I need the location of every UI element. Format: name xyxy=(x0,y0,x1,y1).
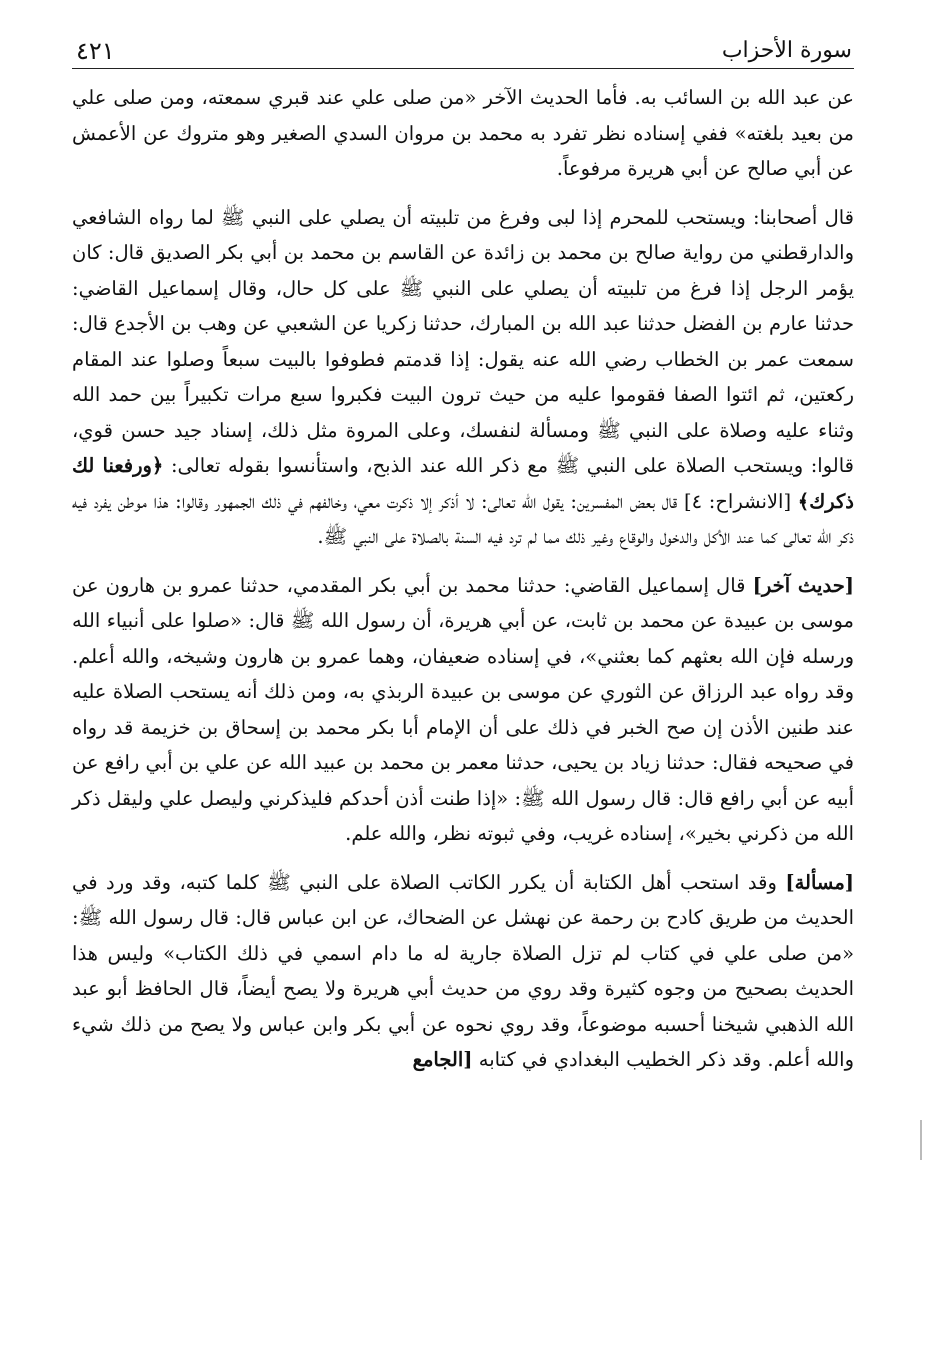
margin-scan-mark xyxy=(920,1120,922,1160)
book-title-fragment: [الجامع xyxy=(412,1048,473,1071)
paragraph-2 xyxy=(72,200,854,555)
quran-verse: ﴿ورفعنا لك ذكرك﴾ xyxy=(72,454,854,513)
section-heading: [حديث آخر] xyxy=(752,573,854,597)
paragraph-text: وقد استحب أهل الكتابة أن يكرر الكاتب الصلاة على النبي ﷺ كلما كتبه، وقد ورد في الحديث من طريق كادح بن رحمة عن نهشل عن الضحاك، عن ابن عباس قال: قال رسول الله ﷺ: «من صلى علي في كتاب لم تزل الصلاة جارية له ما دام اسمي في ذلك الكتاب» وليس هذا الحديث بصحيح من وجوه كثيرة وقد روي من حديث أبي هريرة ولا يصح أيضاً، قال الحافظ أبو عبد الله الذهبي شيخنا أحسبه موضوعاً، وقد روي نحوه عن أبي بكر وابن عباس ولا يصح من ذلك شيء والله أعلم. وقد ذكر الخطيب البغدادي في كتابه xyxy=(72,870,854,1071)
paragraph-text: عن عبد الله بن السائب به. فأما الحديث الآخر «من صلى علي عند قبري سمعته، ومن صلى علي من بعيد بلغته» ففي إسناده نظر تفرد به محمد بن مروان السدي الصغير وهو متروك عن الأعمش عن أبي صالح عن أبي هريرة مرفوعاً. xyxy=(72,86,854,180)
paragraph-text: قال إسماعيل القاضي: حدثنا محمد بن أبي بكر المقدمي، حدثنا عمرو بن هارون عن موسى بن عبيدة عن محمد بن ثابت، عن أبي هريرة، أن رسول الله ﷺ قال: «صلوا على أنبياء الله ورسله فإن الله بعثهم كما بعثني»، في إسناده ضعيفان، وهما عمرو بن هارون وشيخه، والله أعلم. وقد رواه عبد الرزاق عن الثوري عن موسى بن عبيدة الربذي به، ومن ذلك أنه يستحب الصلاة عليه عند طنين الأذن إن صح الخبر في ذلك على أن الإمام أبا بكر محمد بن إسحاق بن خزيمة قد رواه في صحيحه فقال: حدثنا زياد بن يحيى، حدثنا معمر بن محمد بن عبيد الله عن علي بن أبي رافع عن أبيه عن أبي رافع قال: قال رسول الله ﷺ: «إذا طنت أذن أحدكم فليذكرني وليصل علي وليقل ذكر الله من ذكرني بخير»، إسناده غريب، وفي ثبوته نظر، والله علم. xyxy=(72,573,854,845)
paragraph-text: قال أصحابنا: ويستحب للمحرم إذا لبى وفرغ من تلبيته أن يصلي على النبي ﷺ لما رواه الشافعي والدارقطني من رواية صالح بن محمد بن زائدة عن القاسم بن محمد بن أبي بكر الصديق قال: كان يؤمر الرجل إذا فرغ من تلبيته أن يصلي على النبي ﷺ على كل حال، وقال إسماعيل القاضي: حدثنا عارم بن الفضل حدثنا عبد الله بن المبارك، حدثنا زكريا عن الشعبي عن وهب بن الأجدع قال: سمعت عمر بن الخطاب رضي الله عنه يقول: إذا قدمتم فطوفوا بالبيت سبعاً وصلوا عند المقام ركعتين، ثم ائتوا الصفا فقوموا عليه من حيث ترون البيت فكبروا سبع مرات تكبيراً بين حمد الله وثناء عليه وصلاة على النبي ﷺ ومسألة لنفسك، وعلى المروة مثل ذلك، إسناد جيد حسن قوي، قالوا: ويستحب الصلاة على النبي ﷺ مع ذكر الله عند الذبح، واستأنسوا بقوله تعالى: xyxy=(72,205,854,477)
page-header xyxy=(72,28,854,66)
book-page xyxy=(72,0,854,1367)
paragraph-3 xyxy=(72,568,854,852)
page-body xyxy=(72,80,854,1091)
page-number: ٤٢١ xyxy=(76,37,115,65)
paragraph-4 xyxy=(72,865,854,1078)
surah-title: سورة الأحزاب xyxy=(721,38,852,63)
section-heading: [مسألة] xyxy=(785,870,854,894)
paragraph-text-continued: [الانشراح: ٤] قال بعض المفسرين: يقول الله تعالى: لا أذكر إلا ذكرت معي، وخالفهم في ذلك الجمهور وقالوا: هذا موطن يفرد فيه ذكر الله تعالى كما عند الأكل والدخول والوقاع وغير ذلك مما لم ترد فيه السنة بالصلاة على النبي ﷺ. xyxy=(72,489,854,548)
header-divider xyxy=(72,68,854,69)
paragraph-1 xyxy=(72,80,854,187)
